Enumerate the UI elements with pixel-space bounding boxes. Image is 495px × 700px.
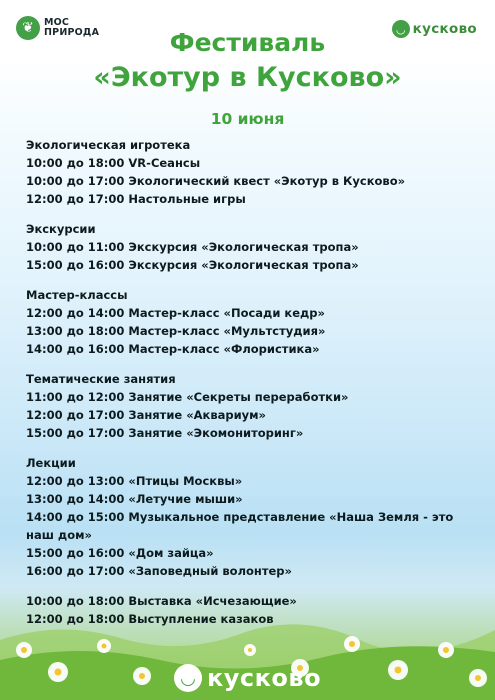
- leaf-icon: ❦: [16, 16, 40, 40]
- section-title: Мастер-классы: [26, 288, 128, 302]
- festival-title-line1: Фестиваль: [169, 28, 326, 57]
- schedule-item: 14:00 до 15:00 Музыкальное представление «Наша Земля - это наш дом»: [26, 510, 454, 542]
- schedule-item: 12:00 до 14:00 Мастер-класс «Посади кедр»: [26, 306, 325, 320]
- mospriroda-logo-line1: МОС: [44, 17, 70, 28]
- smile-icon: ◡: [392, 20, 410, 38]
- schedule-item: 10:00 до 18:00 VR-Сеансы: [26, 156, 201, 170]
- schedule-item: 13:00 до 14:00 «Летучие мыши»: [26, 492, 243, 506]
- kuskovo-footer-text: кусково: [206, 664, 322, 692]
- section-lectures: [26, 454, 481, 580]
- section-excursions: [26, 220, 481, 274]
- festival-title-line2: «Экотур в Кусково»: [93, 62, 402, 93]
- section-thematic-classes: [26, 370, 481, 442]
- kuskovo-footer-logo: [0, 664, 495, 692]
- poster-header: [0, 0, 495, 135]
- section-master-classes: [26, 286, 481, 358]
- section-title: Лекции: [26, 456, 76, 470]
- schedule-item: 11:00 до 12:00 Занятие «Секреты переработки»: [26, 390, 349, 404]
- schedule-item: 12:00 до 18:00 Выступление казаков: [26, 612, 274, 626]
- schedule-item: 13:00 до 18:00 Мастер-класс «Мультстудия»: [26, 324, 326, 338]
- kuskovo-logo-text: кусково: [412, 21, 477, 37]
- program-schedule: [26, 136, 481, 628]
- schedule-item: 12:00 до 17:00 Занятие «Аквариум»: [26, 408, 266, 422]
- schedule-item: 15:00 до 16:00 Экскурсия «Экологическая тропа»: [26, 258, 359, 272]
- schedule-item: 12:00 до 17:00 Настольные игры: [26, 192, 246, 206]
- schedule-item: 14:00 до 16:00 Мастер-класс «Флористика»: [26, 342, 320, 356]
- smile-icon: ◡: [174, 664, 202, 692]
- section-title: Тематические занятия: [26, 372, 176, 386]
- section-title: Экологическая игротека: [26, 138, 191, 152]
- schedule-item: 10:00 до 17:00 Экологический квест «Экотур в Кусково»: [26, 174, 406, 188]
- mospriroda-logo-line2: ПРИРОДА: [44, 27, 100, 38]
- schedule-item: 10:00 до 11:00 Экскурсия «Экологическая тропа»: [26, 240, 359, 254]
- schedule-item: 10:00 до 18:00 Выставка «Исчезающие»: [26, 594, 297, 608]
- section-eco-playroom: [26, 136, 481, 208]
- schedule-item: 15:00 до 17:00 Занятие «Экомониторинг»: [26, 426, 304, 440]
- section-title: Экскурсии: [26, 222, 96, 236]
- festival-date: 10 июня: [210, 110, 285, 128]
- schedule-item: 12:00 до 13:00 «Птицы Москвы»: [26, 474, 243, 488]
- schedule-item: 16:00 до 17:00 «Заповедный волонтер»: [26, 564, 292, 578]
- schedule-item: 15:00 до 16:00 «Дом зайца»: [26, 546, 214, 560]
